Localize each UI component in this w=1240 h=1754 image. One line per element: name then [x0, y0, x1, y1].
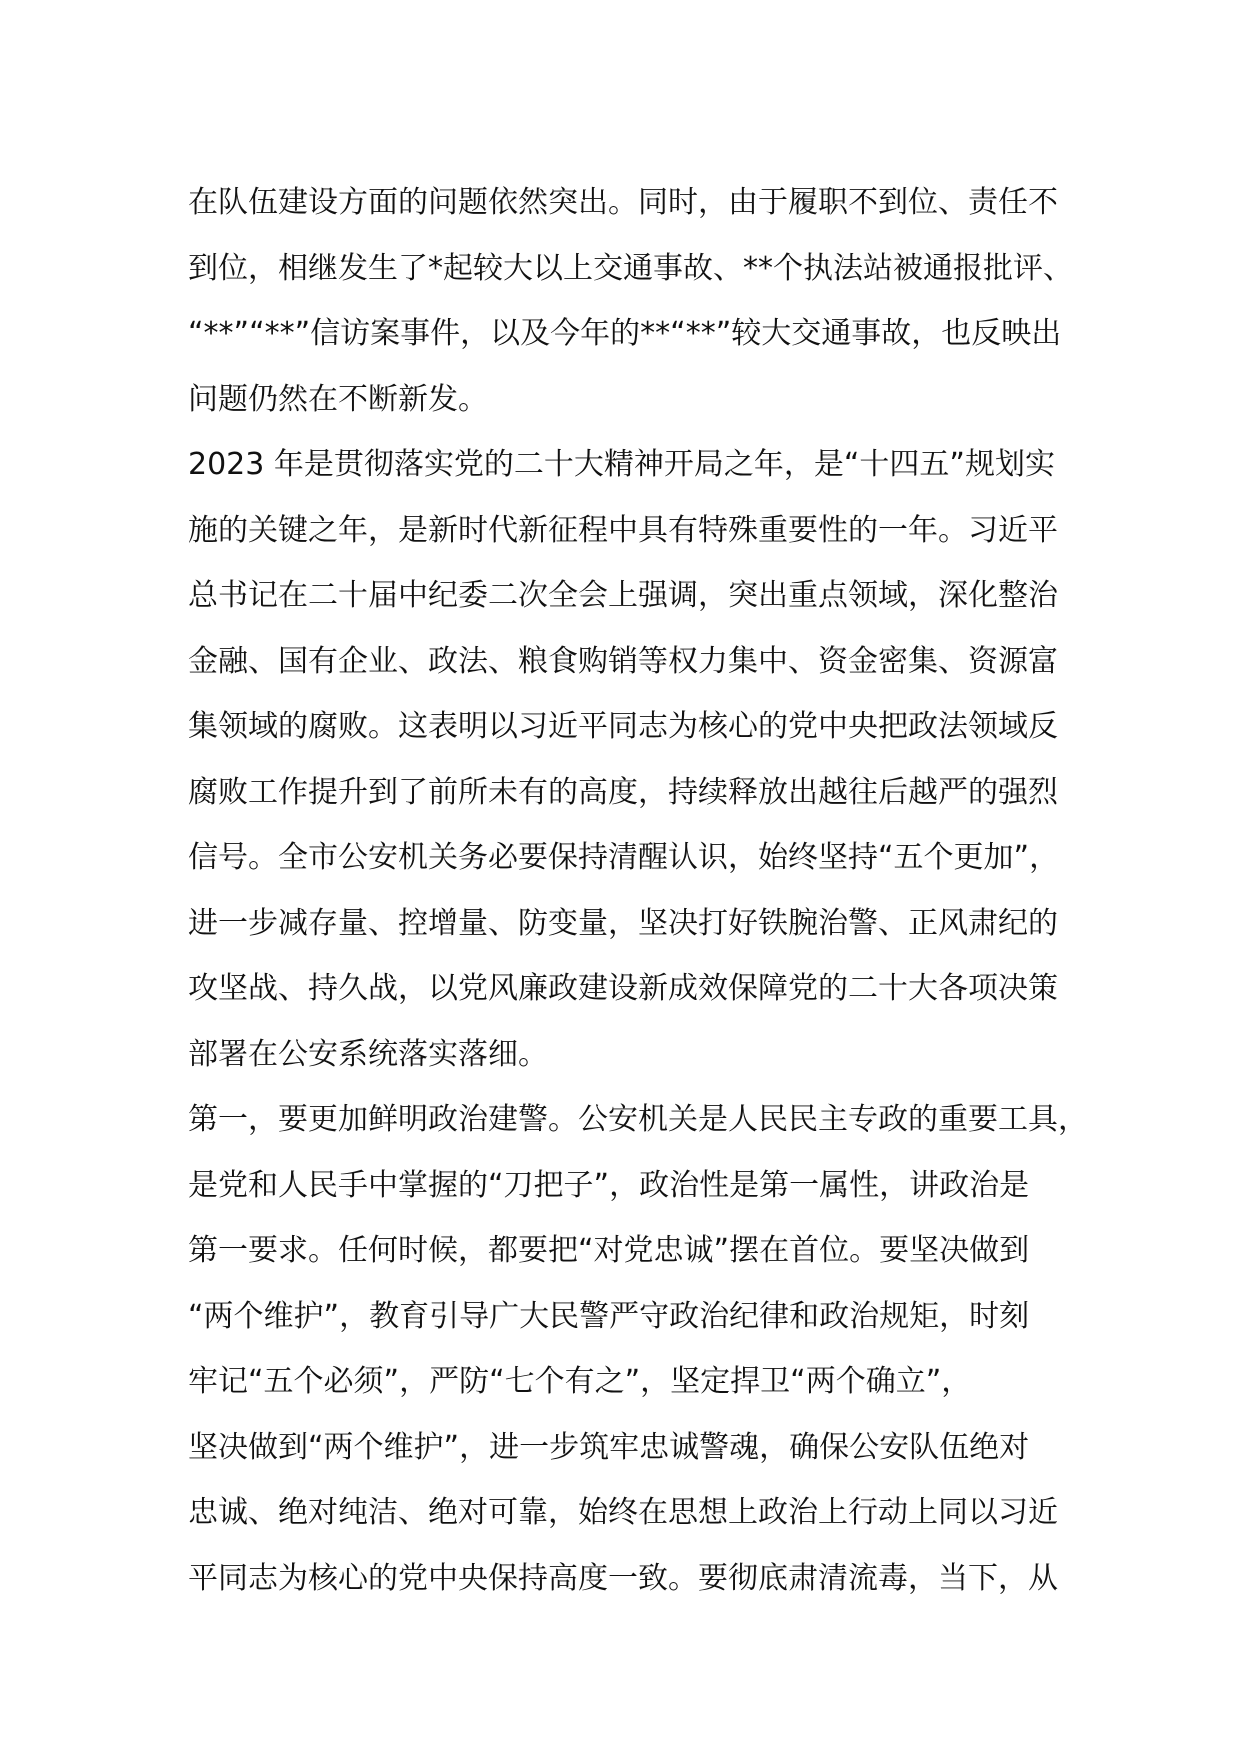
text-line: 忠诚、绝对纯洁、绝对可靠，始终在思想上政治上行动上同以习近 [188, 1495, 1058, 1530]
text-line: 第一，要更加鲜明政治建警。公安机关是人民民主专政的重要工具， [188, 1102, 1088, 1137]
text-line: 牢记“五个必须”，严防“七个有之”，坚定捍卫“两个确立”， [188, 1364, 972, 1399]
body-text [188, 170, 1088, 1611]
text-line: “两个维护”，教育引导广大民警严守政治纪律和政治规矩，时刻 [188, 1298, 1030, 1334]
text-line: 部署在公安系统落实落细。 [188, 1036, 548, 1072]
text-line: 在队伍建设方面的问题依然突出。同时，由于履职不到位、责任不 [188, 185, 1058, 220]
text-line: 攻坚战、持久战，以党风廉政建设新成效保障党的二十大各项决策 [188, 971, 1058, 1006]
text-line: 金融、国有企业、政法、粮食购销等权力集中、资金密集、资源富 [188, 643, 1058, 679]
text-line: 问题仍然在不断新发。 [188, 381, 488, 417]
text-line: 是党和人民手中掌握的“刀把子”，政治性是第一属性，讲政治是 [188, 1167, 1030, 1203]
text-line: 平同志为核心的党中央保持高度一致。要彻底肃清流毒，当下，从 [188, 1560, 1058, 1596]
text-line: 进一步减存量、控增量、防变量，坚决打好铁腕治警、正风肃纪的 [188, 905, 1058, 941]
text-line: 集领域的腐败。这表明以习近平同志为核心的党中央把政法领域反 [188, 709, 1058, 744]
text-line: 坚决做到“两个维护”，进一步筑牢忠诚警魂，确保公安队伍绝对 [188, 1429, 1030, 1465]
text-line: 到位，相继发生了*起较大以上交通事故、**个执法站被通报批评、 [188, 250, 1073, 286]
text-line: “**”“**”信访案事件，以及今年的**“**”较大交通事故，也反映出 [188, 316, 1062, 351]
text-line: 腐败工作提升到了前所未有的高度，持续释放出越往后越严的强烈 [188, 774, 1058, 810]
text-line: 信号。全市公安机关务必要保持清醒认识，始终坚持“五个更加”， [188, 840, 1060, 875]
text-line: 施的关键之年，是新时代新征程中具有特殊重要性的一年。习近平 [188, 512, 1058, 548]
text-line: 第一要求。任何时候，都要把“对党忠诚”摆在首位。要坚决做到 [188, 1233, 1030, 1268]
text-line: 2023 年是贯彻落实党的二十大精神开局之年，是“十四五”规划实 [188, 447, 1055, 482]
text-line: 总书记在二十届中纪委二次全会上强调，突出重点领域，深化整治 [188, 578, 1058, 613]
